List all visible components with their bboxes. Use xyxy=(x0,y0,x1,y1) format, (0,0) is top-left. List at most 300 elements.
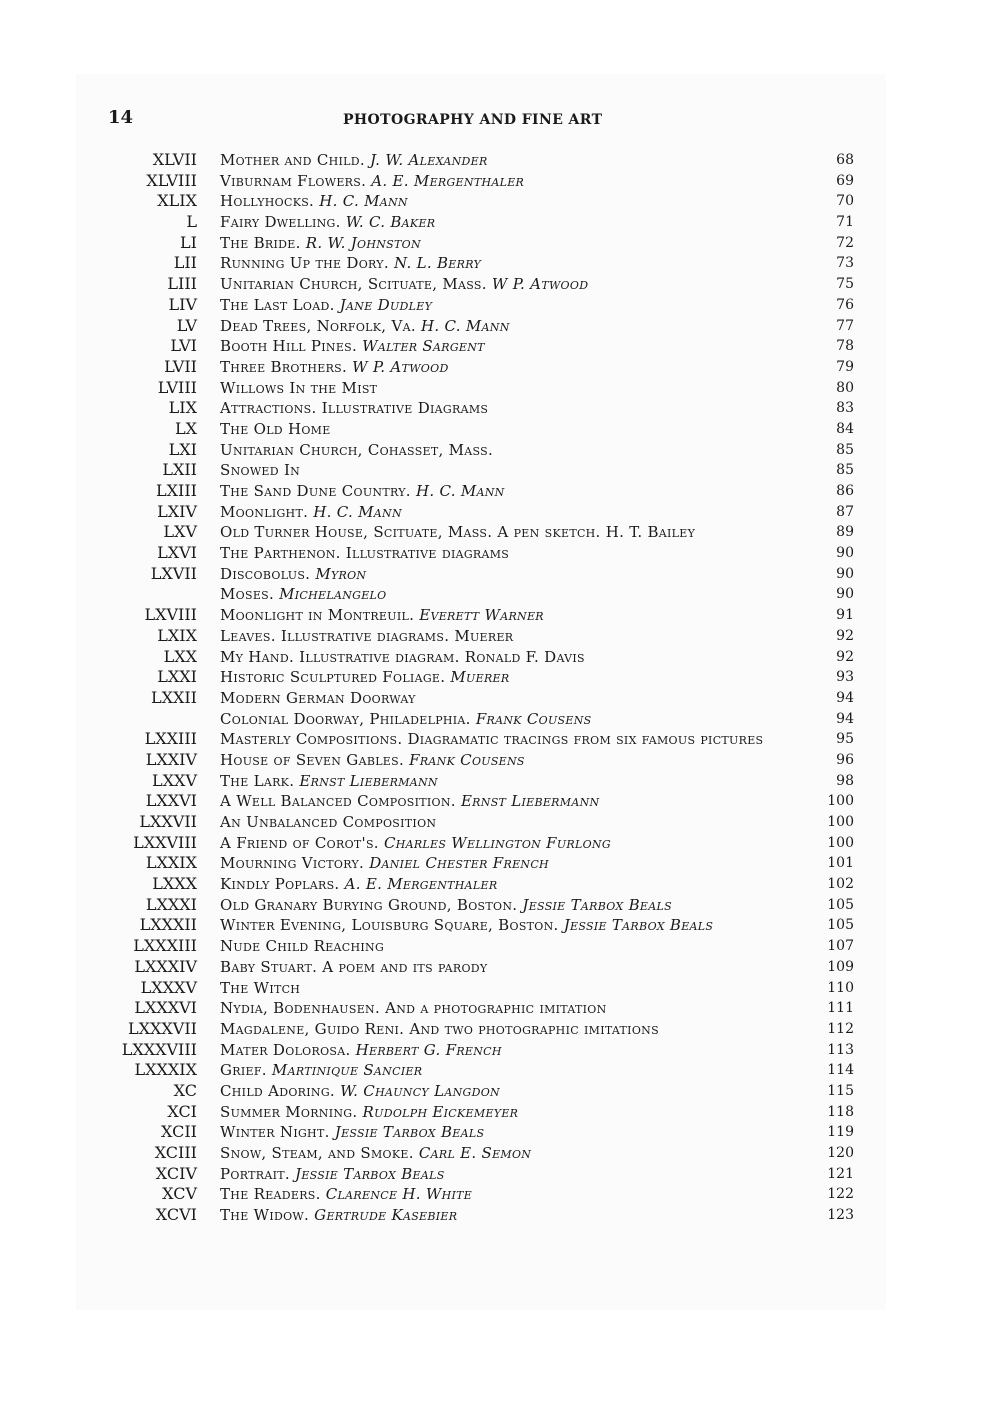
plate-credit: W P. Atwood xyxy=(491,275,589,294)
plate-page-number: 105 xyxy=(827,896,854,913)
plate-title: An Unbalanced Composition xyxy=(220,813,437,831)
plate-title: Winter Night. xyxy=(220,1123,330,1142)
plate-entry xyxy=(0,936,1000,957)
plate-numeral: LXX xyxy=(163,646,197,666)
plate-numeral: XCI xyxy=(167,1101,197,1121)
plate-page-number: 85 xyxy=(836,462,854,479)
plate-page-number: 105 xyxy=(827,917,854,934)
plate-numeral: LXXIX xyxy=(145,853,197,873)
plate-title: Old Turner House, Scituate, Mass. xyxy=(220,523,493,542)
plate-entry-text xyxy=(220,626,513,647)
plate-title: Leaves. xyxy=(220,626,276,645)
plate-page-number: 91 xyxy=(836,607,854,624)
plate-credit: Jessie Tarbox Beals xyxy=(295,1164,445,1183)
plate-entry-text xyxy=(220,915,713,936)
plate-page-number: 78 xyxy=(836,338,854,355)
plate-entry-text xyxy=(220,564,366,585)
plate-credit: Jessie Tarbox Beals xyxy=(563,916,714,935)
plate-title: Historic Sculptured Foliage. xyxy=(220,668,446,687)
plate-entry xyxy=(0,915,1000,936)
plate-credit: Jessie Tarbox Beals xyxy=(522,895,672,914)
plate-entry-text xyxy=(220,357,449,378)
plate-page-number: 102 xyxy=(827,876,854,893)
plate-numeral: LVIII xyxy=(157,377,197,397)
plate-entry xyxy=(0,564,1000,585)
plate-title: Moses. xyxy=(220,585,275,604)
plate-entry xyxy=(0,812,1000,833)
plate-entry xyxy=(0,233,1000,254)
plate-entry-text xyxy=(220,584,386,605)
plate-credit: H. C. Mann xyxy=(319,192,408,211)
plate-numeral: LXXXIV xyxy=(134,956,197,976)
plate-title: Fairy Dwelling. xyxy=(220,213,341,232)
plate-page-number: 72 xyxy=(836,234,854,251)
plate-entry-text xyxy=(220,1060,422,1081)
plate-credit: Daniel Chester French xyxy=(369,854,549,873)
plate-entry xyxy=(0,378,1000,399)
plate-entry xyxy=(0,791,1000,812)
plate-page-number: 122 xyxy=(827,1186,854,1203)
plate-numeral: XLVIII xyxy=(146,170,197,190)
plate-entry-text xyxy=(220,812,436,833)
plate-numeral: LXIX xyxy=(157,625,197,645)
plate-page-number: 90 xyxy=(836,545,854,562)
plate-title: The Witch xyxy=(220,978,301,997)
plate-numeral: LXXXVII xyxy=(128,1018,197,1038)
plate-title: Discobolus. xyxy=(220,564,311,583)
plate-entry xyxy=(0,1081,1000,1102)
list-of-plates xyxy=(0,150,1000,1226)
plate-entry-text xyxy=(220,336,485,357)
plate-title: Colonial Doorway, Philadelphia. xyxy=(220,709,471,728)
plate-title: Running Up the Dory. xyxy=(220,254,389,273)
plate-entry xyxy=(0,274,1000,295)
plate-numeral: LXIII xyxy=(156,481,197,500)
plate-entry-text xyxy=(220,1122,484,1143)
plate-page-number: 107 xyxy=(827,938,854,955)
plate-entry-text xyxy=(220,895,672,916)
plate-entry xyxy=(0,957,1000,978)
plate-entry-text xyxy=(220,440,493,461)
plate-entry-text xyxy=(220,957,488,978)
plate-numeral: LXVI xyxy=(157,543,197,563)
plate-entry xyxy=(0,150,1000,171)
plate-page-number: 95 xyxy=(836,731,854,748)
plate-credit: Diagramatic tracings from six famous pictures xyxy=(407,730,764,749)
plate-entry xyxy=(0,336,1000,357)
plate-credit: H. C. Mann xyxy=(313,502,402,521)
plate-credit: Illustrative diagrams xyxy=(345,544,510,563)
plate-credit: Charles Wellington Furlong xyxy=(383,833,611,852)
plate-page-number: 94 xyxy=(836,710,854,727)
plate-entry xyxy=(0,1122,1000,1143)
plate-credit: Everett Warner xyxy=(419,606,544,625)
plate-entry-text xyxy=(220,978,300,999)
plate-title: Attractions. xyxy=(220,399,317,418)
plate-entry xyxy=(0,1060,1000,1081)
plate-credit: Myron xyxy=(315,564,367,583)
plate-entry-text xyxy=(220,460,300,481)
plate-numeral: LXXI xyxy=(157,667,197,687)
plate-credit: A. E. Mergenthaler xyxy=(344,875,498,894)
plate-entry xyxy=(0,1040,1000,1061)
plate-entry xyxy=(0,502,1000,523)
plate-entry-text xyxy=(220,874,497,895)
plate-credit: Walter Sargent xyxy=(362,337,485,356)
plate-numeral: LXXIV xyxy=(145,749,197,769)
plate-title: Viburnam Flowers. xyxy=(220,171,367,190)
plate-page-number: 83 xyxy=(836,400,854,417)
plate-title: Magdalene, Guido Reni. xyxy=(220,1019,405,1038)
plate-page-number: 69 xyxy=(836,172,854,189)
plate-credit: Rudolph Eickemeyer xyxy=(362,1102,519,1121)
plate-entry-text xyxy=(220,709,591,730)
plate-numeral: XLVII xyxy=(152,150,197,169)
plate-page-number: 100 xyxy=(827,834,854,851)
plate-numeral: LXXXVI xyxy=(134,998,197,1018)
plate-page-number: 79 xyxy=(836,358,854,375)
plate-page-number: 118 xyxy=(827,1103,854,1120)
plate-entry xyxy=(0,253,1000,274)
plate-numeral: LXII xyxy=(162,460,197,480)
plate-title: Child Adoring. xyxy=(220,1081,335,1100)
plate-numeral: LII xyxy=(173,253,197,273)
plate-credit: H. C. Mann xyxy=(420,316,510,335)
plate-page-number: 71 xyxy=(836,214,854,231)
plate-entry-text xyxy=(220,853,549,874)
plate-title: A Friend of Corot's. xyxy=(220,833,379,852)
plate-entry-text xyxy=(220,729,763,750)
plate-entry-text xyxy=(220,378,377,399)
plate-entry-text xyxy=(220,1184,472,1205)
plate-entry xyxy=(0,626,1000,647)
plate-numeral: LIV xyxy=(168,294,197,314)
plate-page-number: 101 xyxy=(827,855,854,872)
plate-credit: Ernst Liebermann xyxy=(299,771,438,790)
plate-entry-text xyxy=(220,212,435,233)
plate-entry-text xyxy=(220,295,432,316)
plate-page-number: 77 xyxy=(836,317,854,334)
plate-entry xyxy=(0,419,1000,440)
plate-title: Three Brothers. xyxy=(220,357,348,376)
plate-credit: Gertrude Kasebier xyxy=(314,1206,458,1225)
plate-title: Masterly Compositions. xyxy=(220,730,403,749)
plate-credit: Illustrative Diagrams xyxy=(321,399,489,418)
plate-page-number: 85 xyxy=(836,441,854,458)
plate-numeral: XCV xyxy=(162,1184,197,1204)
plate-credit: A poem and its parody xyxy=(322,957,488,976)
plate-entry-text xyxy=(220,750,525,771)
plate-numeral: LXXX xyxy=(152,874,197,894)
plate-credit: Ernst Liebermann xyxy=(460,792,600,811)
plate-entry-text xyxy=(220,398,488,419)
plate-numeral: LXXXIII xyxy=(133,936,197,956)
plate-credit: Muerer xyxy=(450,668,510,687)
plate-numeral: XCII xyxy=(161,1122,197,1142)
plate-entry-text xyxy=(220,936,384,957)
plate-numeral: LXXXIX xyxy=(134,1060,197,1080)
plate-numeral: LIX xyxy=(168,398,197,418)
plate-page-number: 76 xyxy=(836,296,854,313)
plate-credit: A pen sketch. H. T. Bailey xyxy=(497,523,696,542)
plate-page-number: 112 xyxy=(827,1020,854,1037)
plate-entry xyxy=(0,171,1000,192)
plate-page-number: 86 xyxy=(836,483,854,499)
plate-title: Old Granary Burying Ground, Boston. xyxy=(220,895,518,914)
plate-title: House of Seven Gables. xyxy=(220,750,405,769)
plate-title: A Well Balanced Composition. xyxy=(220,792,456,811)
plate-numeral: LXI xyxy=(168,439,197,459)
plate-numeral: LXIV xyxy=(157,501,197,521)
plate-title: The Sand Dune Country. xyxy=(220,482,411,500)
plate-title: Unitarian Church, Cohasset, Mass. xyxy=(220,440,494,459)
plate-page-number: 113 xyxy=(827,1041,854,1058)
plate-numeral: XCVI xyxy=(155,1205,197,1225)
plate-entry-text xyxy=(220,833,611,854)
plate-entry xyxy=(0,729,1000,750)
plate-page-number: 100 xyxy=(827,814,854,830)
plate-title: Winter Evening, Louisburg Square, Boston. xyxy=(220,916,559,935)
plate-title: Summer Morning. xyxy=(220,1102,358,1121)
plate-numeral: LXXXV xyxy=(140,977,197,997)
plate-entry xyxy=(0,191,1000,212)
plate-entry xyxy=(0,398,1000,419)
plate-numeral: LXXII xyxy=(150,687,197,707)
plate-page-number: 68 xyxy=(836,152,854,168)
plate-credit: Martinique Sancier xyxy=(271,1061,423,1080)
plate-title: Hollyhocks. xyxy=(220,192,315,211)
plate-credit: J. W. Alexander xyxy=(370,151,488,169)
plate-credit: Frank Cousens xyxy=(475,709,592,728)
plate-entry-text xyxy=(220,543,509,564)
plate-page-number: 90 xyxy=(836,565,854,582)
plate-entry xyxy=(0,357,1000,378)
plate-entry-text xyxy=(220,274,588,295)
plate-title: Grief. xyxy=(220,1061,267,1080)
plate-entry-text xyxy=(220,1019,659,1040)
plate-page-number: 87 xyxy=(836,503,854,520)
plate-page-number: 120 xyxy=(827,1145,854,1161)
plate-entry xyxy=(0,709,1000,730)
plate-title: Moonlight. xyxy=(220,502,309,521)
plate-numeral: XCIII xyxy=(154,1143,197,1162)
plate-title: The Last Load. xyxy=(220,295,335,314)
plate-entry-text xyxy=(220,191,408,212)
plate-entry xyxy=(0,833,1000,854)
plate-title: Mother and Child. xyxy=(220,151,365,169)
plate-numeral: LXXXI xyxy=(145,894,197,914)
plate-page-number: 115 xyxy=(827,1082,854,1099)
plate-credit: Clarence H. White xyxy=(325,1185,473,1204)
plate-numeral: LXXVI xyxy=(145,791,197,811)
plate-entry xyxy=(0,605,1000,626)
plate-credit: W. C. Baker xyxy=(345,213,436,232)
plate-title: Snow, Steam, and Smoke. xyxy=(220,1144,414,1162)
plate-page-number: 123 xyxy=(827,1207,854,1224)
plate-numeral: LI xyxy=(180,232,197,252)
plate-credit: Jane Dudley xyxy=(339,295,433,314)
plate-entry-text xyxy=(220,1205,457,1226)
plate-numeral: LXXXVIII xyxy=(121,1039,197,1059)
plate-credit: Michelangelo xyxy=(279,585,387,604)
plate-entry xyxy=(0,895,1000,916)
plate-entry-text xyxy=(220,419,331,440)
plate-entry xyxy=(0,212,1000,233)
plate-entry-text xyxy=(220,481,505,502)
plate-title: The Bride. xyxy=(220,233,301,252)
plate-entry xyxy=(0,688,1000,709)
plate-page-number: 98 xyxy=(836,772,854,789)
plate-page-number: 75 xyxy=(836,276,854,293)
plate-numeral: XLIX xyxy=(157,191,197,211)
plate-title: The Old Home xyxy=(220,419,331,438)
plate-page-number: 92 xyxy=(836,627,854,644)
plate-title: Willows In the Mist xyxy=(220,378,378,397)
plate-title: Moonlight in Montreuil. xyxy=(220,606,415,625)
plate-page-number: 94 xyxy=(836,689,854,706)
page-number: 14 xyxy=(108,107,134,128)
plate-numeral: LXXVIII xyxy=(133,832,197,852)
plate-page-number: 114 xyxy=(827,1062,854,1079)
plate-title: The Parthenon. xyxy=(220,544,341,563)
plate-title: Mourning Victory. xyxy=(220,854,365,873)
plate-entry-text xyxy=(220,1040,502,1061)
plate-entry-text xyxy=(220,1164,445,1185)
plate-numeral: LXVII xyxy=(150,563,197,583)
plate-title: The Readers. xyxy=(220,1185,321,1204)
plate-entry-text xyxy=(220,998,607,1019)
plate-page-number: 110 xyxy=(827,979,854,996)
plate-credit: A. E. Mergenthaler xyxy=(371,171,525,190)
plate-numeral: LXXXII xyxy=(139,915,197,935)
plate-credit: Illustrative diagram. Ronald F. Davis xyxy=(299,647,585,666)
plate-entry xyxy=(0,522,1000,543)
plate-numeral: XCIV xyxy=(155,1163,197,1183)
plate-entry-text xyxy=(220,316,510,337)
plate-title: Nude Child Reaching xyxy=(220,937,385,956)
plate-entry xyxy=(0,1205,1000,1226)
plate-page-number: 93 xyxy=(836,669,854,686)
plate-entry-text xyxy=(220,1081,500,1102)
plate-entry xyxy=(0,771,1000,792)
plate-entry xyxy=(0,1164,1000,1185)
plate-page-number: 111 xyxy=(827,1000,854,1017)
plate-title: Unitarian Church, Scituate, Mass. xyxy=(220,275,487,294)
plate-credit: W. Chauncy Langdon xyxy=(340,1081,500,1100)
plate-entry xyxy=(0,750,1000,771)
plate-credit: Jessie Tarbox Beals xyxy=(334,1123,485,1142)
plate-page-number: 90 xyxy=(836,586,854,603)
plate-page-number: 70 xyxy=(836,193,854,210)
plate-entry xyxy=(0,1184,1000,1205)
plate-entry-text xyxy=(220,791,599,812)
plate-page-number: 109 xyxy=(827,958,854,975)
plate-numeral: LVI xyxy=(170,336,197,356)
plate-entry xyxy=(0,481,1000,502)
plate-entry xyxy=(0,1143,1000,1164)
plate-page-number: 80 xyxy=(836,379,854,396)
plate-title: Snowed In xyxy=(220,461,301,480)
plate-entry xyxy=(0,667,1000,688)
plate-credit: N. L. Berry xyxy=(393,254,482,273)
plate-numeral: LIII xyxy=(167,274,197,294)
plate-credit: W P. Atwood xyxy=(352,357,449,376)
plate-numeral: XC xyxy=(173,1080,197,1100)
plate-entry xyxy=(0,998,1000,1019)
plate-numeral: LXXIII xyxy=(144,729,197,749)
plate-title: The Lark. xyxy=(220,771,295,790)
plate-title: Portrait. xyxy=(220,1164,290,1183)
plate-credit: Illustrative diagrams. Muerer xyxy=(280,626,514,645)
plate-title: Nydia, Bodenhausen. xyxy=(220,999,381,1018)
plate-entry-text xyxy=(220,647,585,668)
plate-page-number: 96 xyxy=(836,751,854,768)
plate-numeral: LX xyxy=(174,418,197,438)
plate-title: Mater Dolorosa. xyxy=(220,1040,351,1059)
plate-title: Modern German Doorway xyxy=(220,688,416,707)
plate-credit: H. C. Mann xyxy=(415,482,505,500)
plate-credit: Carl E. Semon xyxy=(418,1144,532,1162)
plate-credit: Herbert G. French xyxy=(355,1040,502,1059)
running-head: PHOTOGRAPHY AND FINE ART xyxy=(343,112,603,128)
plate-entry-text xyxy=(220,605,544,626)
plate-title: The Widow. xyxy=(220,1206,310,1225)
plate-entry xyxy=(0,295,1000,316)
plate-entry xyxy=(0,647,1000,668)
plate-numeral: LXV xyxy=(163,522,197,542)
plate-entry-text xyxy=(220,233,421,254)
plate-credit: Frank Cousens xyxy=(409,750,525,769)
plate-numeral: LXXV xyxy=(152,770,197,790)
plate-numeral: LXVIII xyxy=(144,605,197,625)
plate-entry xyxy=(0,316,1000,337)
plate-entry-text xyxy=(220,667,509,688)
plate-entry-text xyxy=(220,688,416,709)
plate-entry xyxy=(0,543,1000,564)
plate-entry xyxy=(0,853,1000,874)
plate-page-number: 84 xyxy=(836,420,854,437)
plate-entry-text xyxy=(220,1143,531,1164)
plate-title: My Hand. xyxy=(220,647,295,666)
plate-page-number: 100 xyxy=(827,793,854,810)
plate-title: Baby Stuart. xyxy=(220,957,318,976)
plate-page-number: 121 xyxy=(827,1165,854,1182)
plate-numeral: L xyxy=(186,212,197,232)
plate-entry xyxy=(0,978,1000,999)
plate-credit: And a photographic imitation xyxy=(385,999,607,1018)
plate-page-number: 92 xyxy=(836,648,854,665)
plate-page-number: 73 xyxy=(836,255,854,272)
plate-entry xyxy=(0,440,1000,461)
plate-page-number: 119 xyxy=(827,1124,854,1141)
plate-entry xyxy=(0,460,1000,481)
plate-title: Dead Trees, Norfolk, Va. xyxy=(220,316,416,335)
plate-credit: R. W. Johnston xyxy=(305,233,421,252)
plate-title: Kindly Poplars. xyxy=(220,875,340,894)
plate-page-number: 89 xyxy=(836,524,854,541)
plate-entry xyxy=(0,874,1000,895)
plate-numeral: LXXVII xyxy=(139,812,197,831)
plate-entry-text xyxy=(220,1102,518,1123)
plate-entry-text xyxy=(220,253,481,274)
plate-entry-text xyxy=(220,150,488,171)
plate-numeral: LVII xyxy=(164,356,197,376)
plate-title: Booth Hill Pines. xyxy=(220,337,358,356)
plate-entry-text xyxy=(220,771,438,792)
plate-numeral: LV xyxy=(176,315,197,335)
plate-entry-text xyxy=(220,502,402,523)
plate-entry-text xyxy=(220,171,524,192)
